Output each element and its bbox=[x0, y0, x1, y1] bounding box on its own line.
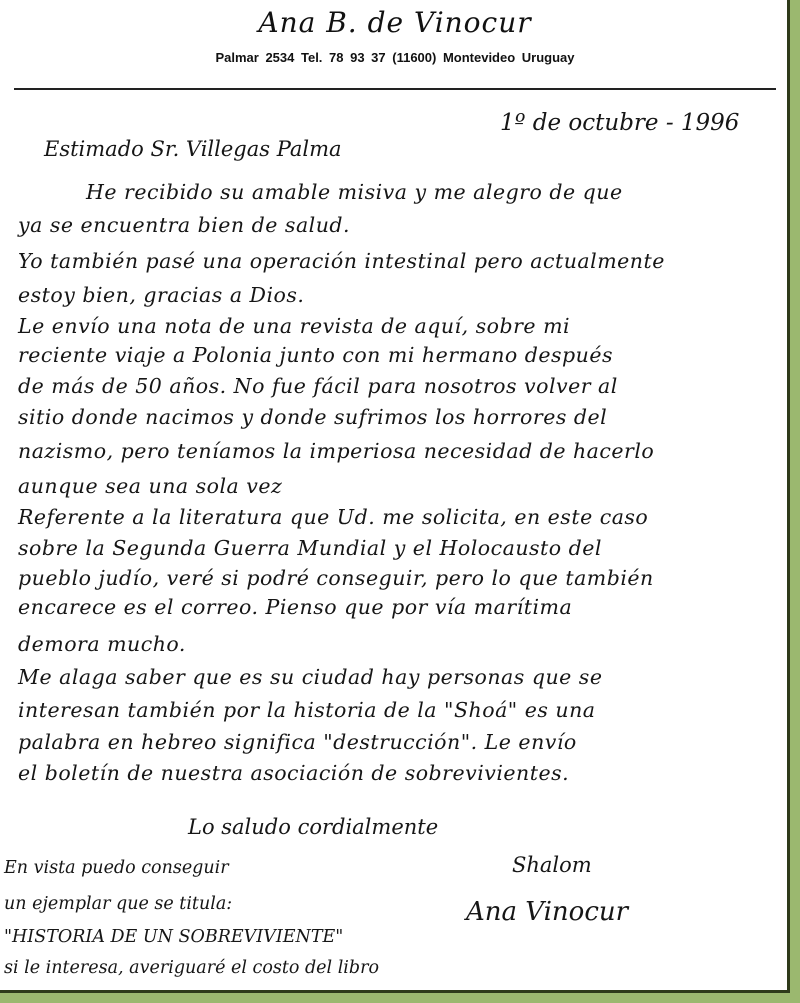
body-line: sobre la Segunda Guerra Mundial y el Holocausto del bbox=[18, 536, 602, 560]
body-line: nazismo, pero teníamos la imperiosa necesidad de hacerlo bbox=[18, 439, 655, 463]
body-line: demora mucho. bbox=[18, 632, 186, 656]
body-line: aunque sea una sola vez bbox=[18, 474, 283, 498]
body-line: el boletín de nuestra asociación de sobrevivientes. bbox=[18, 761, 570, 785]
body-line: ya se encuentra bien de salud. bbox=[18, 213, 351, 237]
body-line: estoy bien, gracias a Dios. bbox=[18, 283, 305, 307]
body-line: pueblo judío, veré si podré conseguir, pero lo que también bbox=[18, 566, 654, 590]
body-line: interesan también por la historia de la "Shoá" es una bbox=[18, 698, 596, 722]
postscript-line: si le interesa, averiguaré el costo del libro bbox=[4, 958, 379, 978]
body-line: Me alaga saber que es su ciudad hay personas que se bbox=[18, 665, 603, 689]
postscript-line: En vista puedo conseguir bbox=[4, 858, 229, 878]
signature: Ana Vinocur bbox=[466, 897, 629, 927]
body-line: He recibido su amable misiva y me alegro de que bbox=[86, 180, 623, 204]
postscript-line: "HISTORIA DE UN SOBREVIVIENTE" bbox=[4, 927, 344, 947]
body-line: reciente viaje a Polonia junto con mi hermano después bbox=[18, 343, 614, 367]
letterhead-divider bbox=[14, 88, 776, 90]
letter-closing: Lo saludo cordialmente bbox=[188, 815, 439, 839]
letter-sign-off: Shalom bbox=[512, 853, 592, 877]
body-line: Le envío una nota de una revista de aquí, sobre mi bbox=[18, 314, 571, 338]
body-line: palabra en hebreo significa "destrucción". Le envío bbox=[18, 730, 577, 754]
letterhead-address: Palmar 2534 Tel. 78 93 37 (11600) Montevideo Uruguay bbox=[215, 50, 575, 65]
body-line: de más de 50 años. No fue fácil para nosotros volver al bbox=[18, 374, 618, 398]
body-line: Yo también pasé una operación intestinal pero actualmente bbox=[18, 249, 665, 273]
letter-salutation: Estimado Sr. Villegas Palma bbox=[44, 137, 342, 161]
letter-date: 1º de octubre - 1996 bbox=[500, 110, 740, 136]
letterhead-name: Ana B. de Vinocur bbox=[258, 6, 532, 39]
body-line: Referente a la literatura que Ud. me solicita, en este caso bbox=[18, 505, 649, 529]
body-line: sitio donde nacimos y donde sufrimos los horrores del bbox=[18, 405, 608, 429]
body-line: encarece es el correo. Pienso que por vía marítima bbox=[18, 595, 573, 619]
postscript-line: un ejemplar que se titula: bbox=[4, 894, 233, 914]
